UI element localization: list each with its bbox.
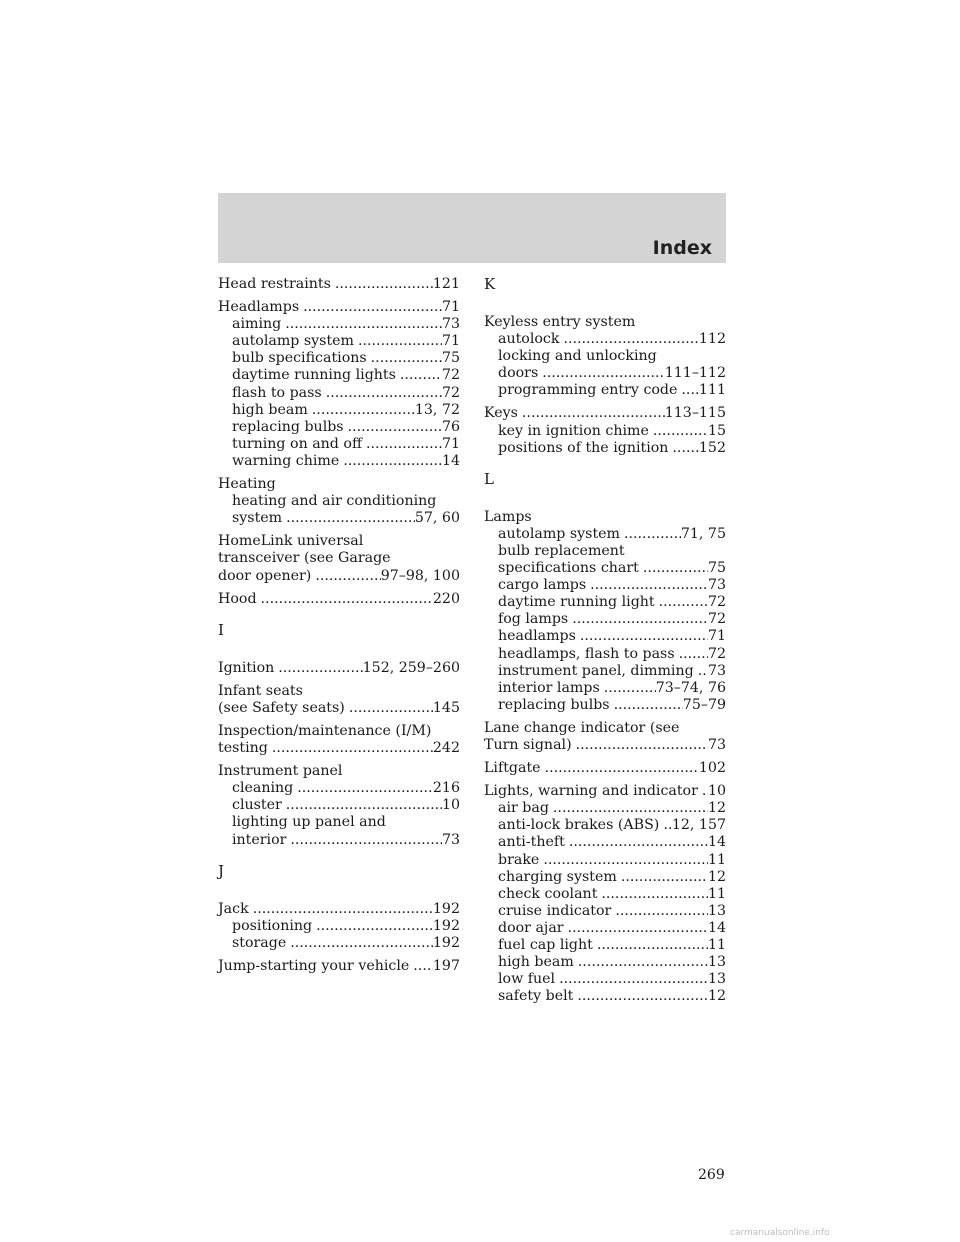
index-entry-line — [484, 720, 726, 737]
dot-leader — [371, 350, 442, 367]
index-subentry-line — [484, 680, 726, 697]
index-entry — [484, 509, 726, 714]
index-entry — [484, 720, 726, 754]
dot-leader — [278, 660, 362, 677]
dot-leader — [577, 988, 708, 1005]
dot-leader — [614, 697, 683, 714]
index-subentry-line — [218, 780, 460, 797]
entry-term: Headlamps — [218, 299, 300, 316]
entry-page-ref: 75 — [707, 560, 726, 577]
dot-leader — [297, 780, 433, 797]
index-entry-line — [484, 783, 726, 800]
entry-term: Hood — [218, 590, 257, 607]
entry-page-ref: 121 — [432, 276, 460, 292]
index-entry — [484, 783, 726, 1005]
dot-leader — [400, 367, 442, 384]
entry-term: fog lamps — [498, 611, 569, 628]
index-entry — [218, 591, 460, 608]
entry-term: Lane change indicator (see — [484, 719, 680, 736]
entry-term: headlamps — [498, 628, 576, 645]
dot-leader — [559, 971, 708, 988]
entry-term: cluster — [232, 797, 282, 814]
entry-term: autolamp system — [232, 333, 355, 350]
index-subentry-line — [484, 331, 726, 348]
index-entry-line — [218, 958, 460, 975]
index-subentry-line — [484, 577, 726, 594]
index-entry-line — [484, 760, 726, 777]
entry-term: bulb specifications — [232, 350, 367, 367]
index-entry — [218, 683, 460, 717]
index-entry — [484, 760, 726, 777]
entry-term: locking and unlocking — [498, 348, 657, 365]
entry-page-ref: 11 — [707, 851, 726, 868]
dot-leader — [681, 382, 698, 399]
index-entry — [484, 405, 726, 456]
dot-leader — [413, 958, 433, 975]
section-title: Index — [652, 237, 712, 259]
entry-term: programming entry code — [498, 382, 678, 399]
entry-term: door opener) — [218, 567, 312, 584]
entry-page-ref: 192 — [432, 900, 460, 917]
index-subentry-line — [484, 348, 726, 365]
entry-term: replacing bulbs — [232, 418, 344, 435]
entry-page-ref: 12 — [707, 800, 726, 817]
dot-leader — [659, 594, 708, 611]
entry-term: warning chime — [232, 452, 340, 469]
dot-leader — [343, 453, 442, 470]
index-entry — [218, 533, 460, 584]
entry-term: fuel cap light — [498, 937, 593, 953]
dot-leader — [349, 700, 433, 717]
index-column-left — [218, 276, 460, 981]
index-entry-line — [218, 660, 460, 677]
entry-page-ref: 10 — [441, 797, 460, 814]
index-subentry-line — [218, 436, 460, 453]
entry-page-ref: 13, 72 — [414, 401, 460, 418]
entry-page-ref: 12 — [707, 868, 726, 885]
entry-term: lighting up panel and — [232, 814, 386, 831]
dot-leader — [563, 331, 698, 348]
entry-page-ref: 152 — [698, 439, 726, 456]
dot-leader — [663, 817, 672, 834]
dot-leader — [542, 365, 665, 382]
dot-leader — [615, 903, 708, 920]
entry-page-ref: 71 — [441, 299, 460, 316]
dot-leader — [545, 760, 699, 777]
dot-leader — [286, 510, 415, 527]
entry-term: Turn signal) — [484, 736, 572, 753]
dot-leader — [348, 419, 442, 436]
entry-term: air bag — [498, 800, 549, 817]
entry-term: replacing bulbs — [498, 696, 610, 713]
index-subentry-line — [484, 869, 726, 886]
entry-page-ref: 72 — [707, 594, 726, 611]
index-subentry-line — [484, 382, 726, 399]
entry-page-ref: 102 — [698, 760, 726, 777]
entry-page-ref: 72 — [441, 384, 460, 401]
page-number: 269 — [698, 1167, 725, 1183]
entry-page-ref: 71 — [441, 435, 460, 452]
entry-page-ref: 97–98, 100 — [380, 567, 460, 584]
entry-term: Keyless entry system — [484, 314, 636, 330]
entry-term: low fuel — [498, 971, 556, 988]
index-subentry-line — [218, 419, 460, 436]
entry-term: autolamp system — [498, 525, 621, 542]
dot-leader — [303, 299, 442, 316]
index-subentry-line — [218, 493, 460, 510]
dot-leader — [568, 920, 708, 937]
entry-page-ref: 192 — [432, 917, 460, 934]
dot-leader — [553, 800, 708, 817]
entry-term: check coolant — [498, 885, 598, 902]
index-letter-heading: I — [218, 620, 224, 639]
entry-page-ref: 73 — [441, 316, 460, 333]
dot-leader — [578, 954, 708, 971]
index-entry-line — [484, 405, 726, 422]
index-subentry-line — [484, 628, 726, 645]
dot-leader — [597, 937, 708, 954]
entry-term: doors — [498, 365, 539, 382]
index-entry-line — [218, 476, 460, 493]
dot-leader — [601, 886, 708, 903]
index-subentry-line — [484, 886, 726, 903]
entry-term: heating and air conditioning — [232, 493, 437, 510]
entry-page-ref: 72 — [707, 645, 726, 662]
dot-leader — [672, 440, 698, 457]
entry-page-ref: 113–115 — [664, 405, 726, 422]
entry-page-ref: 216 — [432, 780, 460, 797]
entry-term: anti-lock brakes (ABS) — [498, 817, 660, 834]
entry-page-ref: 71 — [707, 628, 726, 645]
index-entry-line — [218, 276, 460, 293]
index-subentry-line — [218, 385, 460, 402]
index-entry-line — [218, 533, 460, 550]
index-entry-line — [218, 700, 460, 717]
dot-leader — [358, 333, 442, 350]
index-entry-line — [218, 299, 460, 316]
index-entry-line — [218, 740, 460, 757]
dot-leader — [698, 663, 708, 680]
entry-term: positioning — [232, 917, 313, 934]
dot-leader — [285, 316, 442, 333]
index-subentry-line — [484, 988, 726, 1005]
entry-term: charging system — [498, 868, 617, 885]
entry-term: Jump-starting your vehicle — [218, 957, 410, 974]
index-entry — [218, 763, 460, 848]
entry-page-ref: 111–112 — [664, 365, 726, 382]
header-band — [218, 193, 726, 263]
entry-term: bulb replacement — [498, 542, 625, 559]
entry-term: (see Safety seats) — [218, 699, 345, 716]
entry-term: Head restraints — [218, 276, 331, 292]
entry-page-ref: 12, 157 — [671, 817, 726, 834]
entry-term: autolock — [498, 331, 560, 348]
index-entry — [218, 276, 460, 293]
entry-page-ref: 73 — [707, 736, 726, 753]
entry-page-ref: 73–74, 76 — [655, 679, 726, 696]
entry-term: HomeLink universal — [218, 533, 364, 550]
dot-leader — [569, 834, 708, 851]
dot-leader — [643, 560, 708, 577]
entry-page-ref: 14 — [707, 834, 726, 851]
entry-page-ref: 13 — [707, 902, 726, 919]
entry-page-ref: 14 — [707, 919, 726, 936]
dot-leader — [580, 628, 708, 645]
index-subentry-line — [484, 834, 726, 851]
entry-term: interior — [232, 831, 287, 848]
dot-leader — [522, 405, 665, 422]
entry-page-ref: 13 — [707, 971, 726, 988]
dot-leader — [290, 935, 433, 952]
entry-term: Keys — [484, 405, 518, 422]
index-entry — [218, 723, 460, 757]
dot-leader — [624, 526, 681, 543]
entry-term: Infant seats — [218, 682, 303, 699]
index-subentry-line — [218, 935, 460, 952]
entry-page-ref: 71 — [441, 333, 460, 350]
entry-page-ref: 152, 259–260 — [362, 659, 460, 676]
dot-leader — [290, 832, 442, 849]
index-subentry-line — [484, 526, 726, 543]
index-subentry-line — [484, 954, 726, 971]
entry-term: daytime running light — [498, 594, 655, 611]
entry-page-ref: 242 — [432, 740, 460, 757]
entry-term: cruise indicator — [498, 902, 612, 919]
entry-term: daytime running lights — [232, 367, 396, 384]
index-subentry-line — [484, 920, 726, 937]
index-entry — [218, 299, 460, 470]
dot-leader — [261, 591, 433, 608]
entry-page-ref: 11 — [707, 885, 726, 902]
dot-leader — [366, 436, 442, 453]
entry-page-ref: 71, 75 — [680, 525, 726, 542]
entry-page-ref: 111 — [698, 382, 726, 399]
entry-term: headlamps, flash to pass — [498, 645, 675, 662]
index-subentry-line — [218, 350, 460, 367]
entry-term: interior lamps — [498, 679, 600, 696]
index-subentry-line — [484, 611, 726, 628]
index-subentry-line — [484, 646, 726, 663]
entry-term: Lamps — [484, 508, 532, 525]
index-entry — [484, 314, 726, 399]
entry-term: Instrument panel — [218, 763, 343, 780]
index-entry — [218, 660, 460, 677]
entry-term: Inspection/maintenance (I/M) — [218, 722, 432, 739]
entry-page-ref: 112 — [698, 331, 726, 348]
entry-term: door ajar — [498, 919, 564, 936]
index-entry — [218, 958, 460, 975]
entry-term: Liftgate — [484, 760, 541, 777]
dot-leader — [653, 423, 708, 440]
entry-term: positions of the ignition — [498, 439, 669, 456]
entry-term: turning on and off — [232, 435, 363, 452]
index-subentry-line — [484, 594, 726, 611]
index-subentry-line — [218, 814, 460, 831]
entry-term: Lights, warning and indicator — [484, 783, 698, 800]
index-subentry-line — [218, 453, 460, 470]
entry-term: Ignition — [218, 659, 275, 676]
entry-term: instrument panel, dimming — [498, 662, 694, 679]
entry-page-ref: 73 — [707, 662, 726, 679]
index-entry-line — [218, 901, 460, 918]
entry-term: aiming — [232, 316, 282, 333]
index-entry-line — [484, 737, 726, 754]
entry-term: flash to pass — [232, 384, 322, 401]
index-subentry-line — [484, 543, 726, 560]
dot-leader — [543, 852, 708, 869]
entry-page-ref: 15 — [707, 422, 726, 439]
index-subentry-line — [218, 316, 460, 333]
index-entry-line — [218, 568, 460, 585]
index-entry-line — [218, 550, 460, 567]
index-column-right — [484, 276, 726, 1011]
entry-term: transceiver (see Garage — [218, 550, 391, 567]
index-entry-line — [218, 763, 460, 780]
dot-leader — [572, 611, 708, 628]
index-entry-line — [218, 591, 460, 608]
entry-term: system — [232, 510, 283, 527]
entry-page-ref: 73 — [707, 577, 726, 594]
entry-page-ref: 12 — [707, 988, 726, 1005]
dot-leader — [335, 276, 433, 293]
dot-leader — [326, 385, 442, 402]
dot-leader — [679, 646, 708, 663]
entry-page-ref: 72 — [707, 611, 726, 628]
entry-page-ref: 13 — [707, 954, 726, 971]
entry-term: brake — [498, 851, 540, 868]
index-subentry-line — [484, 800, 726, 817]
index-subentry-line — [218, 918, 460, 935]
index-entry-line — [218, 723, 460, 740]
watermark-text: carmanualsonline.info — [730, 1228, 830, 1238]
entry-page-ref: 10 — [707, 783, 726, 800]
index-entry — [218, 476, 460, 527]
entry-page-ref: 76 — [441, 418, 460, 435]
entry-term: testing — [218, 740, 268, 757]
entry-term: cargo lamps — [498, 577, 587, 594]
entry-term: key in ignition chime — [498, 422, 649, 439]
dot-leader — [621, 869, 708, 886]
entry-page-ref: 57, 60 — [414, 510, 460, 527]
dot-leader — [576, 737, 708, 754]
entry-term: high beam — [232, 401, 308, 418]
dot-leader — [272, 740, 433, 757]
dot-leader — [315, 568, 380, 585]
entry-page-ref: 72 — [441, 367, 460, 384]
index-subentry-line — [484, 852, 726, 869]
index-subentry-line — [484, 971, 726, 988]
index-subentry-line — [218, 832, 460, 849]
entry-term: Jack — [218, 900, 249, 917]
entry-term: storage — [232, 934, 287, 951]
entry-term: cleaning — [232, 780, 294, 797]
dot-leader — [604, 680, 656, 697]
index-subentry-line — [218, 367, 460, 384]
index-letter-heading: K — [484, 275, 496, 293]
index-subentry-line — [484, 697, 726, 714]
index-entry-line — [484, 314, 726, 331]
entry-page-ref: 14 — [441, 452, 460, 469]
entry-term: Heating — [218, 476, 276, 493]
entry-page-ref: 11 — [707, 937, 726, 953]
entry-page-ref: 197 — [432, 957, 460, 974]
entry-term: specifications chart — [498, 560, 639, 577]
index-subentry-line — [218, 333, 460, 350]
index-subentry-line — [484, 903, 726, 920]
index-letter-heading: J — [218, 861, 225, 880]
entry-page-ref: 145 — [432, 699, 460, 716]
index-subentry-line — [484, 663, 726, 680]
entry-term: safety belt — [498, 988, 574, 1005]
entry-page-ref: 75–79 — [682, 696, 726, 713]
index-subentry-line — [484, 560, 726, 577]
index-subentry-line — [484, 937, 726, 954]
dot-leader — [590, 577, 708, 594]
index-subentry-line — [218, 797, 460, 814]
index-subentry-line — [484, 365, 726, 382]
entry-term: anti-theft — [498, 834, 565, 851]
index-subentry-line — [484, 423, 726, 440]
dot-leader — [253, 901, 433, 918]
index-entry — [218, 901, 460, 952]
entry-page-ref: 73 — [441, 831, 460, 848]
index-subentry-line — [218, 510, 460, 527]
index-subentry-line — [218, 402, 460, 419]
index-letter-heading: L — [484, 469, 494, 488]
index-subentry-line — [484, 817, 726, 834]
index-subentry-line — [484, 440, 726, 457]
dot-leader — [286, 797, 442, 814]
index-entry-line — [484, 509, 726, 526]
dot-leader — [316, 918, 433, 935]
entry-term: high beam — [498, 954, 574, 971]
entry-page-ref: 192 — [432, 934, 460, 951]
entry-page-ref: 75 — [441, 350, 460, 367]
entry-page-ref: 220 — [432, 590, 460, 607]
index-entry-line — [218, 683, 460, 700]
dot-leader — [312, 402, 415, 419]
